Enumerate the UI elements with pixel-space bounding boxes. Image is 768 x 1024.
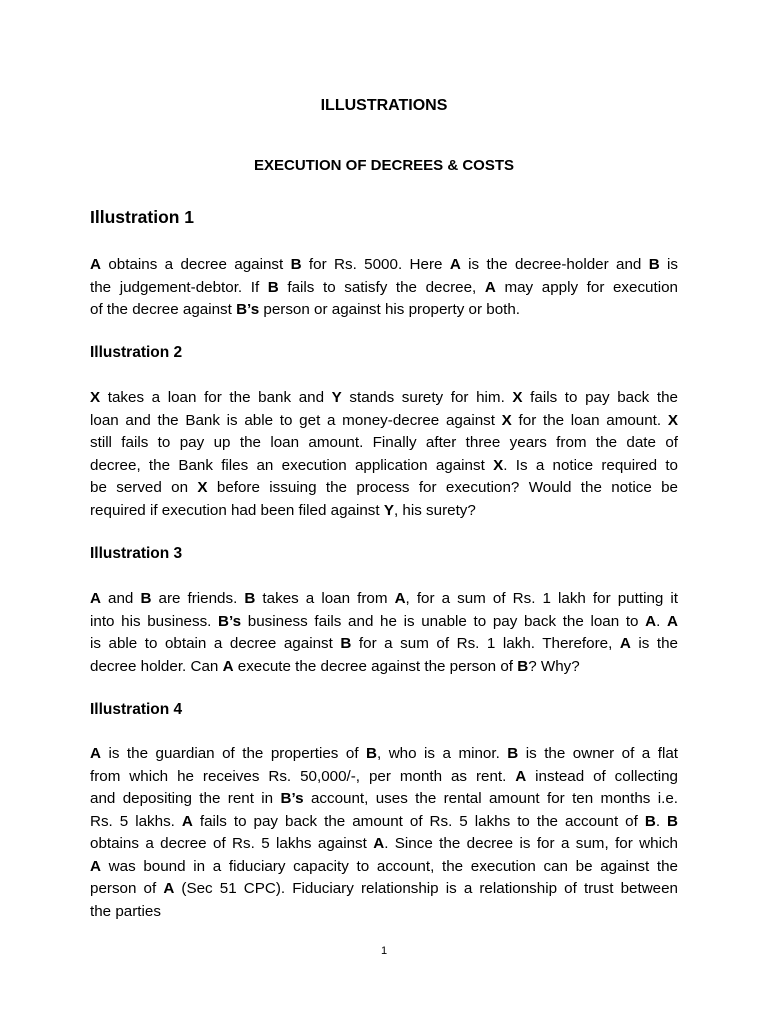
- bold-party-name: B: [648, 256, 660, 273]
- document-title: ILLUSTRATIONS: [320, 97, 448, 114]
- text-run: into his business.: [90, 612, 219, 630]
- text-run: for a sum of Rs. 1 lakh. Therefore,: [351, 635, 620, 652]
- text-run: .: [656, 612, 668, 630]
- text-run: is: [659, 256, 679, 273]
- text-run: the judgement-debtor. If: [90, 278, 268, 296]
- bold-party-name: X: [501, 411, 512, 429]
- illustration-4-text: [90, 743, 678, 923]
- bold-party-name: X: [197, 479, 208, 496]
- text-run: still fails to pay up the loan amount. Finally after three years from the date of: [90, 434, 678, 451]
- illustration-3-heading: Illustration 3: [90, 545, 183, 562]
- text-run: fails to satisfy the decree,: [278, 278, 485, 296]
- text-run: fails to pay back the amount of Rs. 5 lakhs to the account of: [192, 812, 645, 830]
- bold-party-name: B: [644, 812, 656, 830]
- text-run: , his surety?: [393, 501, 476, 519]
- bold-party-name: X: [667, 411, 678, 429]
- bold-party-name: B’s: [280, 790, 304, 807]
- text-run: from which he receives Rs. 50,000/-, per month as rent.: [90, 767, 516, 785]
- text-run: is the owner of a flat: [518, 745, 679, 762]
- text-run: obtains a decree against: [100, 256, 291, 273]
- text-run: . Is a notice required to: [503, 456, 678, 474]
- text-line: [90, 811, 678, 834]
- text-line: [90, 299, 678, 322]
- bold-party-name: A: [90, 857, 101, 875]
- bold-party-name: A: [163, 880, 175, 897]
- text-run: person of: [90, 880, 164, 897]
- text-line: [90, 500, 678, 523]
- text-line: [90, 254, 678, 277]
- bold-party-name: A: [515, 767, 527, 785]
- text-run: is the guardian of the properties of: [100, 745, 367, 762]
- bold-party-name: B: [140, 590, 152, 607]
- text-line: [90, 656, 678, 679]
- bold-party-name: A: [90, 590, 101, 607]
- text-run: stands surety for him.: [341, 389, 513, 406]
- page-number: 1: [380, 945, 388, 957]
- text-run: person or against his property or both.: [259, 301, 521, 318]
- text-run: and: [100, 590, 141, 607]
- illustration-2-text: [90, 387, 678, 522]
- text-line: [90, 387, 678, 410]
- bold-party-name: Y: [331, 389, 342, 406]
- text-run: loan and the Bank is able to get a money-decree against: [90, 411, 502, 429]
- bold-party-name: X: [512, 389, 523, 406]
- text-run: is able to obtain a decree against: [90, 635, 341, 652]
- text-run: are friends.: [151, 590, 245, 607]
- text-run: execute the decree against the person of: [233, 657, 518, 675]
- bold-party-name: B’s: [236, 301, 260, 318]
- text-run: account, uses the rental amount for ten months i.e.: [303, 790, 678, 807]
- text-run: of the decree against: [90, 301, 237, 318]
- bold-party-name: B: [366, 745, 377, 762]
- bold-party-name: B: [244, 590, 256, 607]
- text-run: instead of collecting: [526, 767, 678, 785]
- text-run: may apply for execution: [495, 278, 678, 296]
- text-run: decree, the Bank files an execution application against: [90, 456, 494, 474]
- text-run: was bound in a fiduciary capacity to account, the execution can be against the: [100, 857, 678, 875]
- text-run: the parties: [90, 902, 161, 920]
- illustration-4-heading: Illustration 4: [90, 701, 183, 718]
- text-line: [90, 788, 678, 811]
- bold-party-name: A: [484, 278, 496, 296]
- bold-party-name: X: [90, 389, 101, 406]
- bold-party-name: A: [449, 256, 461, 273]
- bold-party-name: X: [493, 456, 504, 474]
- text-run: .: [655, 812, 668, 830]
- text-run: is the: [630, 635, 679, 652]
- text-line: [90, 901, 678, 924]
- text-run: ? Why?: [528, 657, 580, 675]
- text-run: takes a loan from: [255, 590, 395, 607]
- bold-party-name: B: [507, 745, 519, 762]
- text-line: [90, 856, 678, 879]
- text-run: for the loan amount.: [511, 411, 668, 429]
- text-run: , who is a minor.: [377, 745, 508, 762]
- text-line: [90, 277, 678, 300]
- text-run: (Sec 51 CPC). Fiduciary relationship is a relationship of trust between: [174, 880, 679, 897]
- bold-party-name: B: [267, 278, 279, 296]
- bold-party-name: A: [645, 612, 657, 630]
- text-run: and depositing the rent in: [90, 790, 281, 807]
- text-line: [90, 477, 678, 500]
- document-subtitle: EXECUTION OF DECREES & COSTS: [253, 157, 515, 174]
- illustration-3-text: [90, 588, 678, 678]
- bold-party-name: A: [90, 256, 101, 273]
- text-run: Rs. 5 lakhs.: [90, 812, 182, 830]
- text-line: [90, 878, 678, 901]
- text-run: business fails and he is unable to pay back the loan to: [241, 612, 646, 630]
- bold-party-name: B’s: [218, 612, 242, 630]
- bold-party-name: A: [619, 635, 631, 652]
- text-line: [90, 633, 678, 656]
- bold-party-name: A: [90, 745, 101, 762]
- bold-party-name: B: [667, 812, 678, 830]
- bold-party-name: Y: [383, 501, 394, 519]
- text-run: is the decree-holder and: [460, 256, 649, 273]
- text-run: obtains a decree of Rs. 5 lakhs against: [90, 835, 374, 852]
- text-run: takes a loan for the bank and: [100, 389, 332, 406]
- text-run: decree holder. Can: [90, 657, 223, 675]
- text-line: [90, 455, 678, 478]
- text-run: for Rs. 5000. Here: [301, 256, 450, 273]
- text-run: , for a sum of Rs. 1 lakh for putting it: [405, 590, 678, 607]
- text-run: . Since the decree is for a sum, for which: [384, 835, 678, 852]
- text-line: [90, 432, 678, 455]
- bold-party-name: B: [340, 635, 352, 652]
- text-run: required if execution had been filed against: [90, 501, 384, 519]
- illustration-1-heading: Illustration 1: [90, 207, 195, 227]
- bold-party-name: B: [290, 256, 302, 273]
- text-line: [90, 833, 678, 856]
- illustration-1-text: [90, 254, 678, 322]
- text-line: [90, 410, 678, 433]
- text-line: [90, 766, 678, 789]
- text-run: fails to pay back the: [522, 389, 679, 406]
- bold-party-name: A: [373, 835, 385, 852]
- text-run: before issuing the process for execution? Would the notice be: [207, 479, 679, 496]
- bold-party-name: A: [181, 812, 193, 830]
- bold-party-name: B: [517, 657, 529, 675]
- text-line: [90, 611, 678, 634]
- illustration-2-heading: Illustration 2: [90, 344, 183, 361]
- bold-party-name: A: [667, 612, 678, 630]
- bold-party-name: A: [394, 590, 406, 607]
- text-run: be served on: [90, 479, 198, 496]
- text-line: [90, 588, 678, 611]
- bold-party-name: A: [222, 657, 234, 675]
- text-line: [90, 743, 678, 766]
